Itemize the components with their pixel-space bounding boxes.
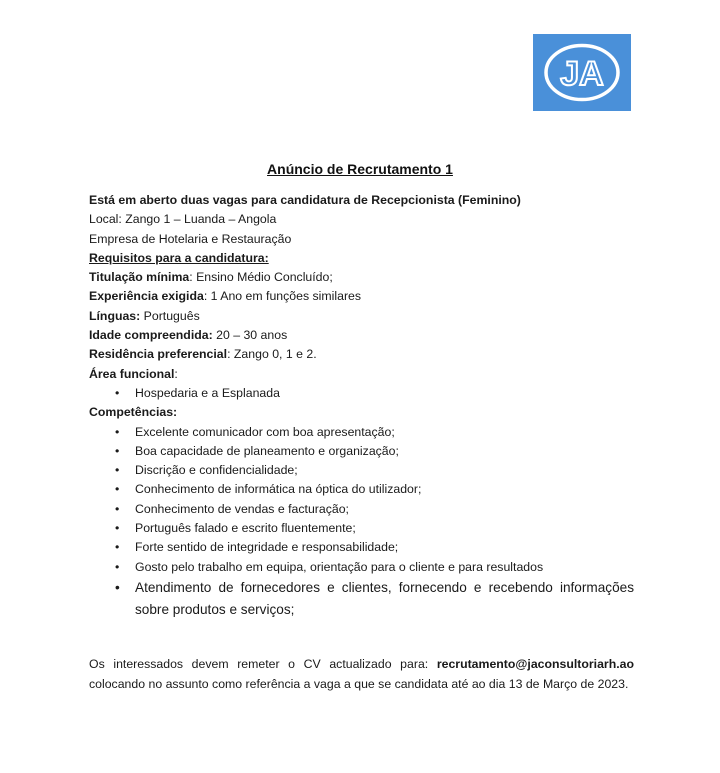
page-title: Anúncio de Recrutamento 1 <box>267 161 453 177</box>
field-value: 20 – 30 anos <box>212 328 288 343</box>
company-type-text: Empresa de Hotelaria e Restauração <box>89 231 292 246</box>
intro-text: Está em aberto duas vagas para candidatura de Recepcionista (Feminino) <box>89 193 521 207</box>
field-value: : Zango 0, 1 e 2. <box>227 347 317 362</box>
field-label: Línguas: <box>89 308 141 323</box>
field-label: Residência preferencial <box>89 347 228 362</box>
company-logo <box>533 34 631 111</box>
list-item: • Português falado e escrito fluentemente; <box>89 519 634 538</box>
logo-text: JA <box>560 55 604 93</box>
list-item: • Atendimento de fornecedores e clientes, fornecendo e recebendo informações sobre produtos e serviços; <box>89 577 634 621</box>
field-label: Idade compreendida: <box>89 328 213 343</box>
competencies-list <box>89 423 634 621</box>
field-value: : 1 Ano em funções similares <box>203 289 362 304</box>
field-value: : Ensino Médio Concluído; <box>189 270 333 285</box>
list-item: • Hospedaria e a Esplanada <box>89 384 634 403</box>
field-residencia <box>89 345 634 364</box>
footer-suffix: colocando no assunto como referência a vaga a que se candidata até ao dia 13 de Março de 2023. <box>89 677 629 691</box>
field-area <box>89 365 634 384</box>
field-label: Experiência exigida <box>89 289 204 304</box>
ad-body <box>89 191 634 621</box>
contact-email: recrutamento@jaconsultoriarh.ao <box>436 657 634 671</box>
list-item: • Gosto pelo trabalho em equipa, orientação para o cliente e para resultados <box>89 558 634 577</box>
field-idade <box>89 326 634 345</box>
field-titulacao <box>89 268 634 287</box>
list-item: • Excelente comunicador com boa apresentação; <box>89 423 634 442</box>
list-item: • Conhecimento de informática na óptica do utilizador; <box>89 480 634 499</box>
location-text: Local: Zango 1 – Luanda – Angola <box>89 212 277 227</box>
field-label: Titulação mínima <box>89 270 190 285</box>
field-value: Português <box>140 308 200 323</box>
area-list <box>89 384 634 403</box>
list-item: • Forte sentido de integridade e responsabilidade; <box>89 538 634 557</box>
list-item: • Boa capacidade de planeamento e organização; <box>89 442 634 461</box>
field-label: Área funcional <box>89 366 175 381</box>
requirements-heading: Requisitos para a candidatura: <box>89 250 269 265</box>
field-value: : <box>174 366 178 381</box>
footer-prefix: Os interessados devem remeter o CV actualizado para: <box>89 657 437 671</box>
field-linguas <box>89 307 634 326</box>
application-instructions <box>89 654 634 694</box>
list-item: • Conhecimento de vendas e facturação; <box>89 500 634 519</box>
ja-logo-icon <box>533 34 631 111</box>
competencies-heading: Competências: <box>89 405 178 420</box>
list-item: • Discrição e confidencialidade; <box>89 461 634 480</box>
field-experiencia <box>89 287 634 306</box>
